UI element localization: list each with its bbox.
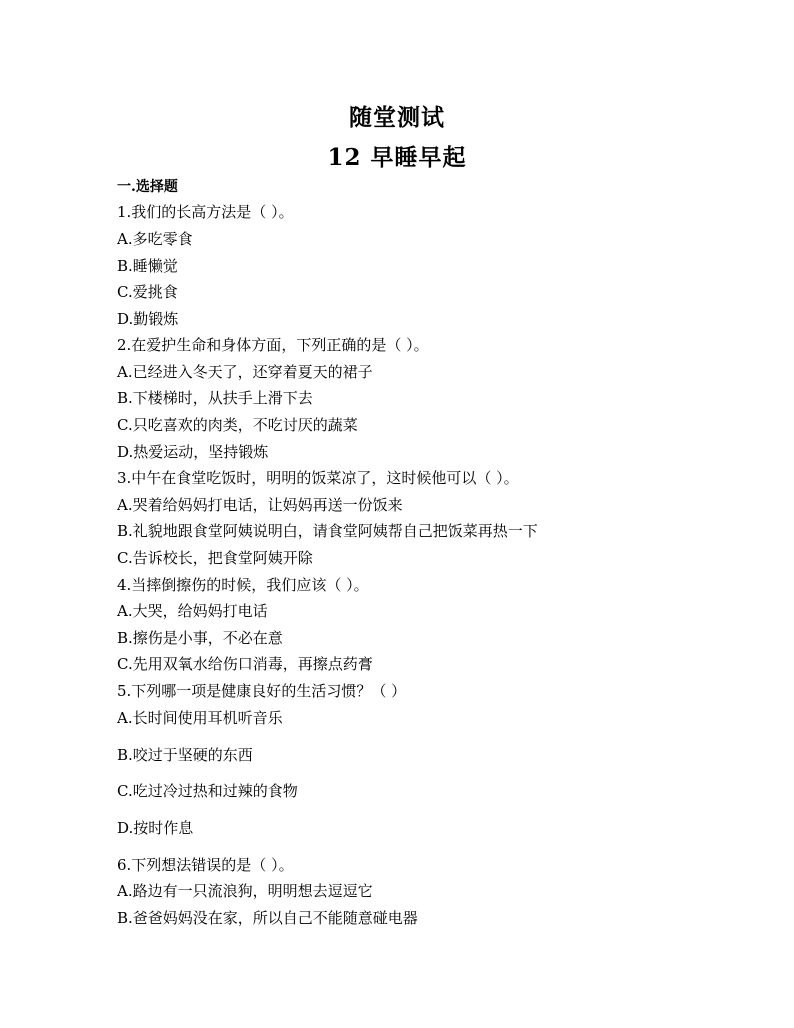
option-line: C.只吃喜欢的肉类，不吃讨厌的蔬菜 [117, 416, 358, 434]
option-line: C.先用双氧水给伤口消毒，再擦点药膏 [117, 655, 373, 673]
lesson-title: 12 早睡早起 [327, 144, 467, 171]
option-line: B.擦伤是小事，不必在意 [117, 629, 283, 647]
option-line: A.大哭，给妈妈打电话 [117, 602, 268, 620]
option-line: A.长时间使用耳机听音乐 [117, 709, 283, 727]
option-line: C.告诉校长，把食堂阿姨开除 [117, 549, 313, 567]
option-line: B.睡懒觉 [117, 257, 178, 275]
option-line: B.下楼梯时，从扶手上滑下去 [117, 389, 313, 407]
option-line: B.咬过于坚硬的东西 [117, 746, 253, 764]
option-line: C.爱挑食 [117, 283, 178, 301]
option-line: A.已经进入冬天了，还穿着夏天的裙子 [117, 363, 373, 381]
question-1: 1.我们的长高方法是（ ）。 [117, 203, 294, 221]
question-5: 5.下列哪一项是健康良好的生活习惯？（ ） [117, 682, 407, 700]
option-line: B.爸爸妈妈没在家，所以自己不能随意碰电器 [117, 909, 418, 927]
section-heading: 一.选择题 [117, 179, 178, 195]
option-line: D.按时作息 [117, 819, 194, 837]
option-line: A.多吃零食 [117, 230, 193, 248]
question-2: 2.在爱护生命和身体方面，下列正确的是（ ）。 [117, 336, 429, 354]
option-line: C.吃过冷过热和过辣的食物 [117, 782, 298, 800]
question-3: 3.中午在食堂吃饭时，明明的饭菜凉了，这时候他可以（ ）。 [117, 469, 519, 487]
option-line: D.勤锻炼 [117, 310, 179, 328]
option-line: A.路边有一只流浪狗，明明想去逗逗它 [117, 882, 373, 900]
question-6: 6.下列想法错误的是（ ）。 [117, 856, 294, 874]
option-line: A.哭着给妈妈打电话，让妈妈再送一份饭来 [117, 496, 403, 514]
page-title: 随堂测试 [349, 104, 445, 131]
question-4: 4.当摔倒擦伤的时候，我们应该（ ）。 [117, 576, 369, 594]
option-line: B.礼貌地跟食堂阿姨说明白，请食堂阿姨帮自己把饭菜再热一下 [117, 522, 538, 540]
option-line: D.热爱运动，坚持锻炼 [117, 443, 269, 461]
